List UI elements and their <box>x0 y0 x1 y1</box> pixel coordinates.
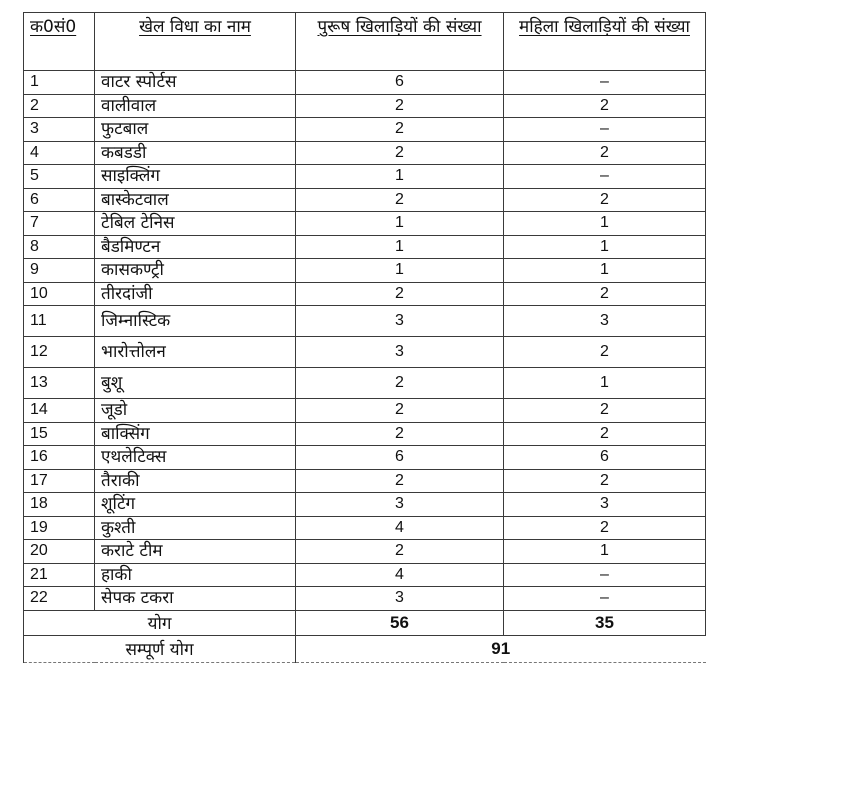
female-count-cell: – <box>504 118 706 142</box>
female-count-cell: – <box>504 165 706 189</box>
serial-cell: 18 <box>24 493 95 517</box>
female-count-cell: 1 <box>504 540 706 564</box>
female-count-cell: 1 <box>504 235 706 259</box>
sport-name-cell: बैडमिण्टन <box>95 235 296 259</box>
table-row <box>24 540 706 564</box>
serial-cell: 5 <box>24 165 95 189</box>
sport-name-cell: फुटबाल <box>95 118 296 142</box>
total-label: योग <box>24 610 296 635</box>
serial-cell: 10 <box>24 282 95 306</box>
serial-cell: 9 <box>24 259 95 283</box>
serial-cell: 7 <box>24 212 95 236</box>
female-count-cell: 2 <box>504 422 706 446</box>
female-count-cell: 2 <box>504 141 706 165</box>
male-count-cell: 2 <box>296 94 504 118</box>
serial-cell: 12 <box>24 337 95 368</box>
female-count-cell: 6 <box>504 446 706 470</box>
total-female: 35 <box>504 610 706 635</box>
sport-name-cell: साइक्लिंग <box>95 165 296 189</box>
male-count-cell: 3 <box>296 493 504 517</box>
male-count-cell: 2 <box>296 422 504 446</box>
male-count-cell: 2 <box>296 141 504 165</box>
male-count-cell: 2 <box>296 469 504 493</box>
grand-total-row <box>24 635 706 662</box>
female-count-cell: 2 <box>504 337 706 368</box>
total-male: 56 <box>296 610 504 635</box>
table-row <box>24 469 706 493</box>
serial-cell: 19 <box>24 516 95 540</box>
table-row <box>24 282 706 306</box>
total-row <box>24 610 706 635</box>
sport-name-cell: भारोत्तोलन <box>95 337 296 368</box>
male-count-cell: 1 <box>296 212 504 236</box>
sport-name-cell: जिम्नास्टिक <box>95 306 296 337</box>
sport-name-cell: कुश्ती <box>95 516 296 540</box>
female-count-cell: – <box>504 587 706 611</box>
male-count-cell: 2 <box>296 118 504 142</box>
male-count-cell: 2 <box>296 282 504 306</box>
female-count-cell: 2 <box>504 469 706 493</box>
table-row <box>24 259 706 283</box>
male-count-cell: 4 <box>296 516 504 540</box>
female-count-cell: 2 <box>504 94 706 118</box>
table-row <box>24 306 706 337</box>
table-row <box>24 212 706 236</box>
serial-cell: 8 <box>24 235 95 259</box>
sport-name-cell: शूटिंग <box>95 493 296 517</box>
female-count-cell: 2 <box>504 188 706 212</box>
header-serial: क0सं0 <box>24 13 95 71</box>
table-row <box>24 337 706 368</box>
sport-name-cell: कबडडी <box>95 141 296 165</box>
sport-name-cell: बाक्सिंग <box>95 422 296 446</box>
serial-cell: 2 <box>24 94 95 118</box>
sport-name-cell: तैराकी <box>95 469 296 493</box>
female-count-cell: 2 <box>504 399 706 423</box>
male-count-cell: 2 <box>296 368 504 399</box>
sports-players-table <box>23 12 706 663</box>
sport-name-cell: बास्केटवाल <box>95 188 296 212</box>
header-row <box>24 13 706 71</box>
table-row <box>24 141 706 165</box>
female-count-cell: 1 <box>504 368 706 399</box>
table-row <box>24 71 706 95</box>
male-count-cell: 1 <box>296 165 504 189</box>
table-row <box>24 165 706 189</box>
table-row <box>24 422 706 446</box>
male-count-cell: 6 <box>296 446 504 470</box>
male-count-cell: 1 <box>296 259 504 283</box>
sport-name-cell: कराटे टीम <box>95 540 296 564</box>
female-count-cell: 1 <box>504 259 706 283</box>
male-count-cell: 2 <box>296 540 504 564</box>
female-count-cell: 3 <box>504 493 706 517</box>
sport-name-cell: वाटर स्पोर्टस <box>95 71 296 95</box>
serial-cell: 4 <box>24 141 95 165</box>
male-count-cell: 2 <box>296 399 504 423</box>
header-sport-name: खेल विधा का नाम <box>95 13 296 71</box>
male-count-cell: 3 <box>296 337 504 368</box>
male-count-cell: 2 <box>296 188 504 212</box>
female-count-cell: 2 <box>504 516 706 540</box>
female-count-cell: 1 <box>504 212 706 236</box>
male-count-cell: 3 <box>296 587 504 611</box>
table-row <box>24 399 706 423</box>
female-count-cell: – <box>504 71 706 95</box>
serial-cell: 11 <box>24 306 95 337</box>
serial-cell: 15 <box>24 422 95 446</box>
sport-name-cell: कासकण्ट्री <box>95 259 296 283</box>
table-row <box>24 94 706 118</box>
female-count-cell: 3 <box>504 306 706 337</box>
serial-cell: 14 <box>24 399 95 423</box>
serial-cell: 21 <box>24 563 95 587</box>
header-male-players: पुरूष खिलाड़ियों की संख्या <box>296 13 504 71</box>
male-count-cell: 6 <box>296 71 504 95</box>
female-count-cell: 2 <box>504 282 706 306</box>
sport-name-cell: तीरदांजी <box>95 282 296 306</box>
table-row <box>24 188 706 212</box>
header-female-players: महिला खिलाड़ियों की संख्या <box>504 13 706 71</box>
table-row <box>24 118 706 142</box>
table-row <box>24 516 706 540</box>
grand-total-label: सम्पूर्ण योग <box>24 635 296 662</box>
serial-cell: 13 <box>24 368 95 399</box>
sport-name-cell: जूडो <box>95 399 296 423</box>
sport-name-cell: बुशू <box>95 368 296 399</box>
male-count-cell: 4 <box>296 563 504 587</box>
sport-name-cell: एथलेटिक्स <box>95 446 296 470</box>
sport-name-cell: टेबिल टेनिस <box>95 212 296 236</box>
table-row <box>24 493 706 517</box>
sport-name-cell: वालीवाल <box>95 94 296 118</box>
table-row <box>24 368 706 399</box>
male-count-cell: 1 <box>296 235 504 259</box>
sport-name-cell: हाकी <box>95 563 296 587</box>
serial-cell: 16 <box>24 446 95 470</box>
female-count-cell: – <box>504 563 706 587</box>
table-row <box>24 587 706 611</box>
serial-cell: 1 <box>24 71 95 95</box>
table-row <box>24 563 706 587</box>
serial-cell: 20 <box>24 540 95 564</box>
serial-cell: 6 <box>24 188 95 212</box>
serial-cell: 17 <box>24 469 95 493</box>
male-count-cell: 3 <box>296 306 504 337</box>
table-row <box>24 235 706 259</box>
serial-cell: 22 <box>24 587 95 611</box>
serial-cell: 3 <box>24 118 95 142</box>
grand-total-value: 91 <box>296 635 706 662</box>
sport-name-cell: सेपक टकरा <box>95 587 296 611</box>
table-row <box>24 446 706 470</box>
